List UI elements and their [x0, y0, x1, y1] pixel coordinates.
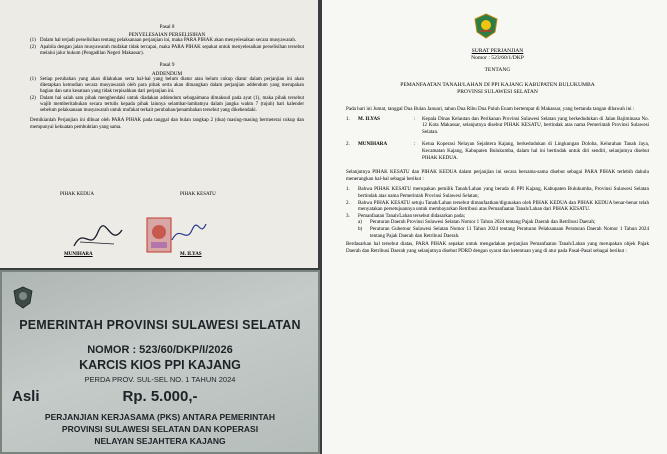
party-number: 1. — [346, 115, 350, 122]
consideration-item-text: Peraturan Gubernur Sulawesi Selatan Nomor 11 Tahun 2024 tentang Peraturan Pelaksanaan Peraturan Daerah Nomor 1 Tahun 2024 tentang Pajak Daerah dan Retribusi Daerah. — [370, 225, 649, 239]
ticket-line-2: NOMOR : 523/60/DKP/I/2026 — [87, 344, 233, 356]
ticket-asli: Asli — [12, 388, 40, 405]
ticket-line-4: PERDA PROV. SUL-SEL NO. 1 TAHUN 2024 — [84, 375, 236, 384]
doc-subject-1: PEMANFAATAN TANAH/LAHAN DI PPI KAJANG KABUPATEN BULUKUMBA — [400, 82, 595, 88]
party-number: 2. — [346, 141, 350, 148]
sulsel-emblem-icon — [472, 12, 500, 40]
pasal8-title: Pasal 8 — [159, 24, 175, 30]
consideration-item-number: 2. — [346, 199, 350, 206]
pihak-kesatu-label: PIHAK KESATU — [180, 192, 216, 197]
party-entry — [346, 141, 649, 161]
pasal9-item-text: Dalam hal salah satu pihak menghendaki untuk diadakan addendum sebagaimana dimaksud pada ayat (1), maka pihak tersebut wajib memberitahukan secara tertulis kepada pihak lainnya selambat-lambatnya dalam jangka waktu 7 (tujuh) hari kalender sebelum pelaksanaan musyawarah untuk mufakat terkait perubahan/penambahan tersebut yang dikehendaki. — [40, 95, 304, 114]
consideration-item-text: Pemanfaatan Tanah/Lahan tersebut didasarkan pada; — [358, 212, 466, 219]
party-name: MUNIHARA — [358, 141, 388, 148]
consideration-item-number: 3. — [346, 212, 350, 219]
pasal9-item — [30, 77, 304, 96]
para-2: Selanjutnya PIHAK KESATU dan PIHAK KEDUA dalam perjanjian ini secara bersama-sama disebut sebagai PARA PIHAK terlebih dahulu menerangkan hal-hal sebagai berikut : — [346, 169, 649, 182]
consideration-item-text: Bahwa PIHAK KESATU merupakan pemilik Tanah/Lahan yang berada di PPI Kajang, Kabupaten Bulukumba, Provinsi Sulawesi Selatan bertindak atas nama Pemerintah Provinsi Sulawesi Selatan; — [358, 186, 649, 199]
pasal8-item-text: Dalam hal terjadi perselisihan tentang pelaksanaan perjanjian ini, maka PARA PIHAK akan menyelesaikan secara musyawarah. — [40, 38, 297, 44]
intro-paragraph: Pada hari ini Jumat, tanggal Dua Bulan Januari, tahun Dua Ribu Dua Puluh Enam bertempat di Makassar, yang bertanda tangan dibawah ini : — [346, 106, 635, 112]
pihak-kedua-label: PIHAK KEDUA — [60, 192, 95, 197]
consideration-item — [346, 219, 649, 226]
ticket-emblem-icon — [12, 286, 34, 310]
pasal8-item — [30, 45, 304, 58]
pasal9-item-number: (2) — [30, 95, 36, 101]
doc-title: SURAT PERJANJIAN — [471, 48, 524, 54]
consideration-item-number: 1. — [346, 186, 350, 193]
pasal9-item-text: Setiap perubahan yang akan dilakukan serta hal-hal yang belum diatur atau belum cukup diatur dalam perjanjian ini akan ditetapkan kemudian secara musyawarah oleh para pihak serta akan dituangkan dalam perjanjian addendum yang merupakan bagian dan satu kesatuan yang tidak terpisahkan dari perjanjian ini. — [40, 76, 304, 95]
pasal8-subtitle: PENYELESAIAN PERSELISIHAN — [128, 32, 206, 39]
right-document-page — [322, 0, 667, 454]
pasal9-item — [30, 96, 304, 115]
pihak-kedua-name: MUNIHARA — [64, 252, 93, 257]
consideration-item-text: Peraturan Daerah Provinsi Sulawesi Selatan Nomor 1 Tahun 2024 tentang Pajak Daerah dan Retribusi Daerah; — [370, 219, 596, 226]
consideration-item — [346, 213, 649, 220]
party-description: Kepala Dinas Kelautan dan Perikanan Provinsi Sulawesi Selatan yang berkedudukan di Jalan Bajiminasa No. 12 Kota Makassar, selanjutnya disebut PIHAK KESATU, bertindak atas nama Pemerintah Provinsi Sulawesi Selatan. — [422, 115, 649, 135]
pasal9-item-number: (1) — [30, 76, 36, 82]
ticket-line-7: PROVINSI SULAWESI SELATAN DAN KOPERASI — [61, 424, 259, 434]
ticket-line-6: PERJANJIAN KERJASAMA (PKS) ANTARA PEMERINTAH — [44, 412, 276, 422]
party-colon: : — [414, 141, 416, 148]
party-colon: : — [414, 115, 416, 122]
consideration-item — [346, 226, 649, 239]
ticket-photo — [0, 270, 320, 454]
pasal9-subtitle: ADDENDUM — [151, 70, 183, 77]
ticket-line-8: NELAYAN SEJAHTERA KAJANG — [94, 436, 226, 446]
para-3: Berdasarkan hal tersebut diatas, PARA PIHAK sepakat untuk mengadakan perjanjian Pemanfaatan Tanah/Lahan yang merupakan objek Pajak Daerah dan Retribusi Daerah yang selanjutnya disebut PDRD dengan syarat dan ketentuan yang di atur pada Pasal-Pasal sebagai berikut : — [346, 241, 649, 254]
party-entry — [346, 116, 649, 136]
doc-tentang: TENTANG — [484, 67, 511, 73]
ticket-price: Rp. 5.000,- — [122, 388, 198, 405]
pihak-kesatu-name: M. ILYAS — [180, 252, 202, 257]
left-document-page — [0, 0, 318, 268]
consideration-item-number: a) — [358, 219, 362, 226]
pasal8-item-number: (2) — [30, 44, 36, 50]
party-description: Ketua Koperasi Nelayan Sejahtera Kajang, berkedudukan di Lingkungan Doloba, Kelurahan Tanah Jaya, Kecamatan Kajang, Kabupaten Bulukumba, dalam hal ini bertindak untuk diri sendiri, selanjutnya disebut PIHAK KEDUA. — [422, 141, 649, 161]
signature-munihara-icon — [70, 222, 130, 254]
consideration-item-text: Bahwa PIHAK KESATU setuju Tanah/Lahan tersebut dimanfaatkan/digunakan oleh PIHAK KEDUA dan PIHAK KEDUA benar-benar telah menyatakan persetujuannya untuk membayarkan Retribusi atas Pemanfaatan Tanah/Lahan dari PIHAK KESATU. — [358, 199, 649, 213]
consideration-item — [346, 186, 649, 199]
pasal8-item-text: Apabila dengan jalan musyawarah mufakat tidak tercapai, maka PARA PIHAK sepakat untuk menyelesaikan perselisihan tersebut melalui jalur hukum (Pengadilan Negeri Makassar). — [40, 44, 304, 56]
closing-paragraph: Demikianlah Perjanjian ini dibuat oleh PARA PIHAK pada tanggal dan bulan rangkap 2 (dua) masing-masing bermeterai cukup dan mempunyai kekuatan pembuktian yang sama. — [30, 118, 304, 130]
ticket-line-1: PEMERINTAH PROVINSI SULAWESI SELATAN — [19, 318, 301, 332]
signature-ilyas-icon — [168, 218, 208, 250]
party-name: M. ILYAS — [358, 115, 380, 122]
pasal8-item-number: (1) — [30, 38, 36, 44]
pasal9-title: Pasal 9 — [159, 62, 175, 69]
doc-number: Nomor : 523/60/1/DKP — [471, 55, 524, 61]
doc-subject-2: PROVINSI SULAWESI SELATAN — [457, 89, 538, 95]
ticket-line-3: KARCIS KIOS PPI KAJANG — [79, 358, 241, 372]
consideration-item-number: b) — [358, 225, 363, 232]
consideration-item — [346, 200, 649, 213]
